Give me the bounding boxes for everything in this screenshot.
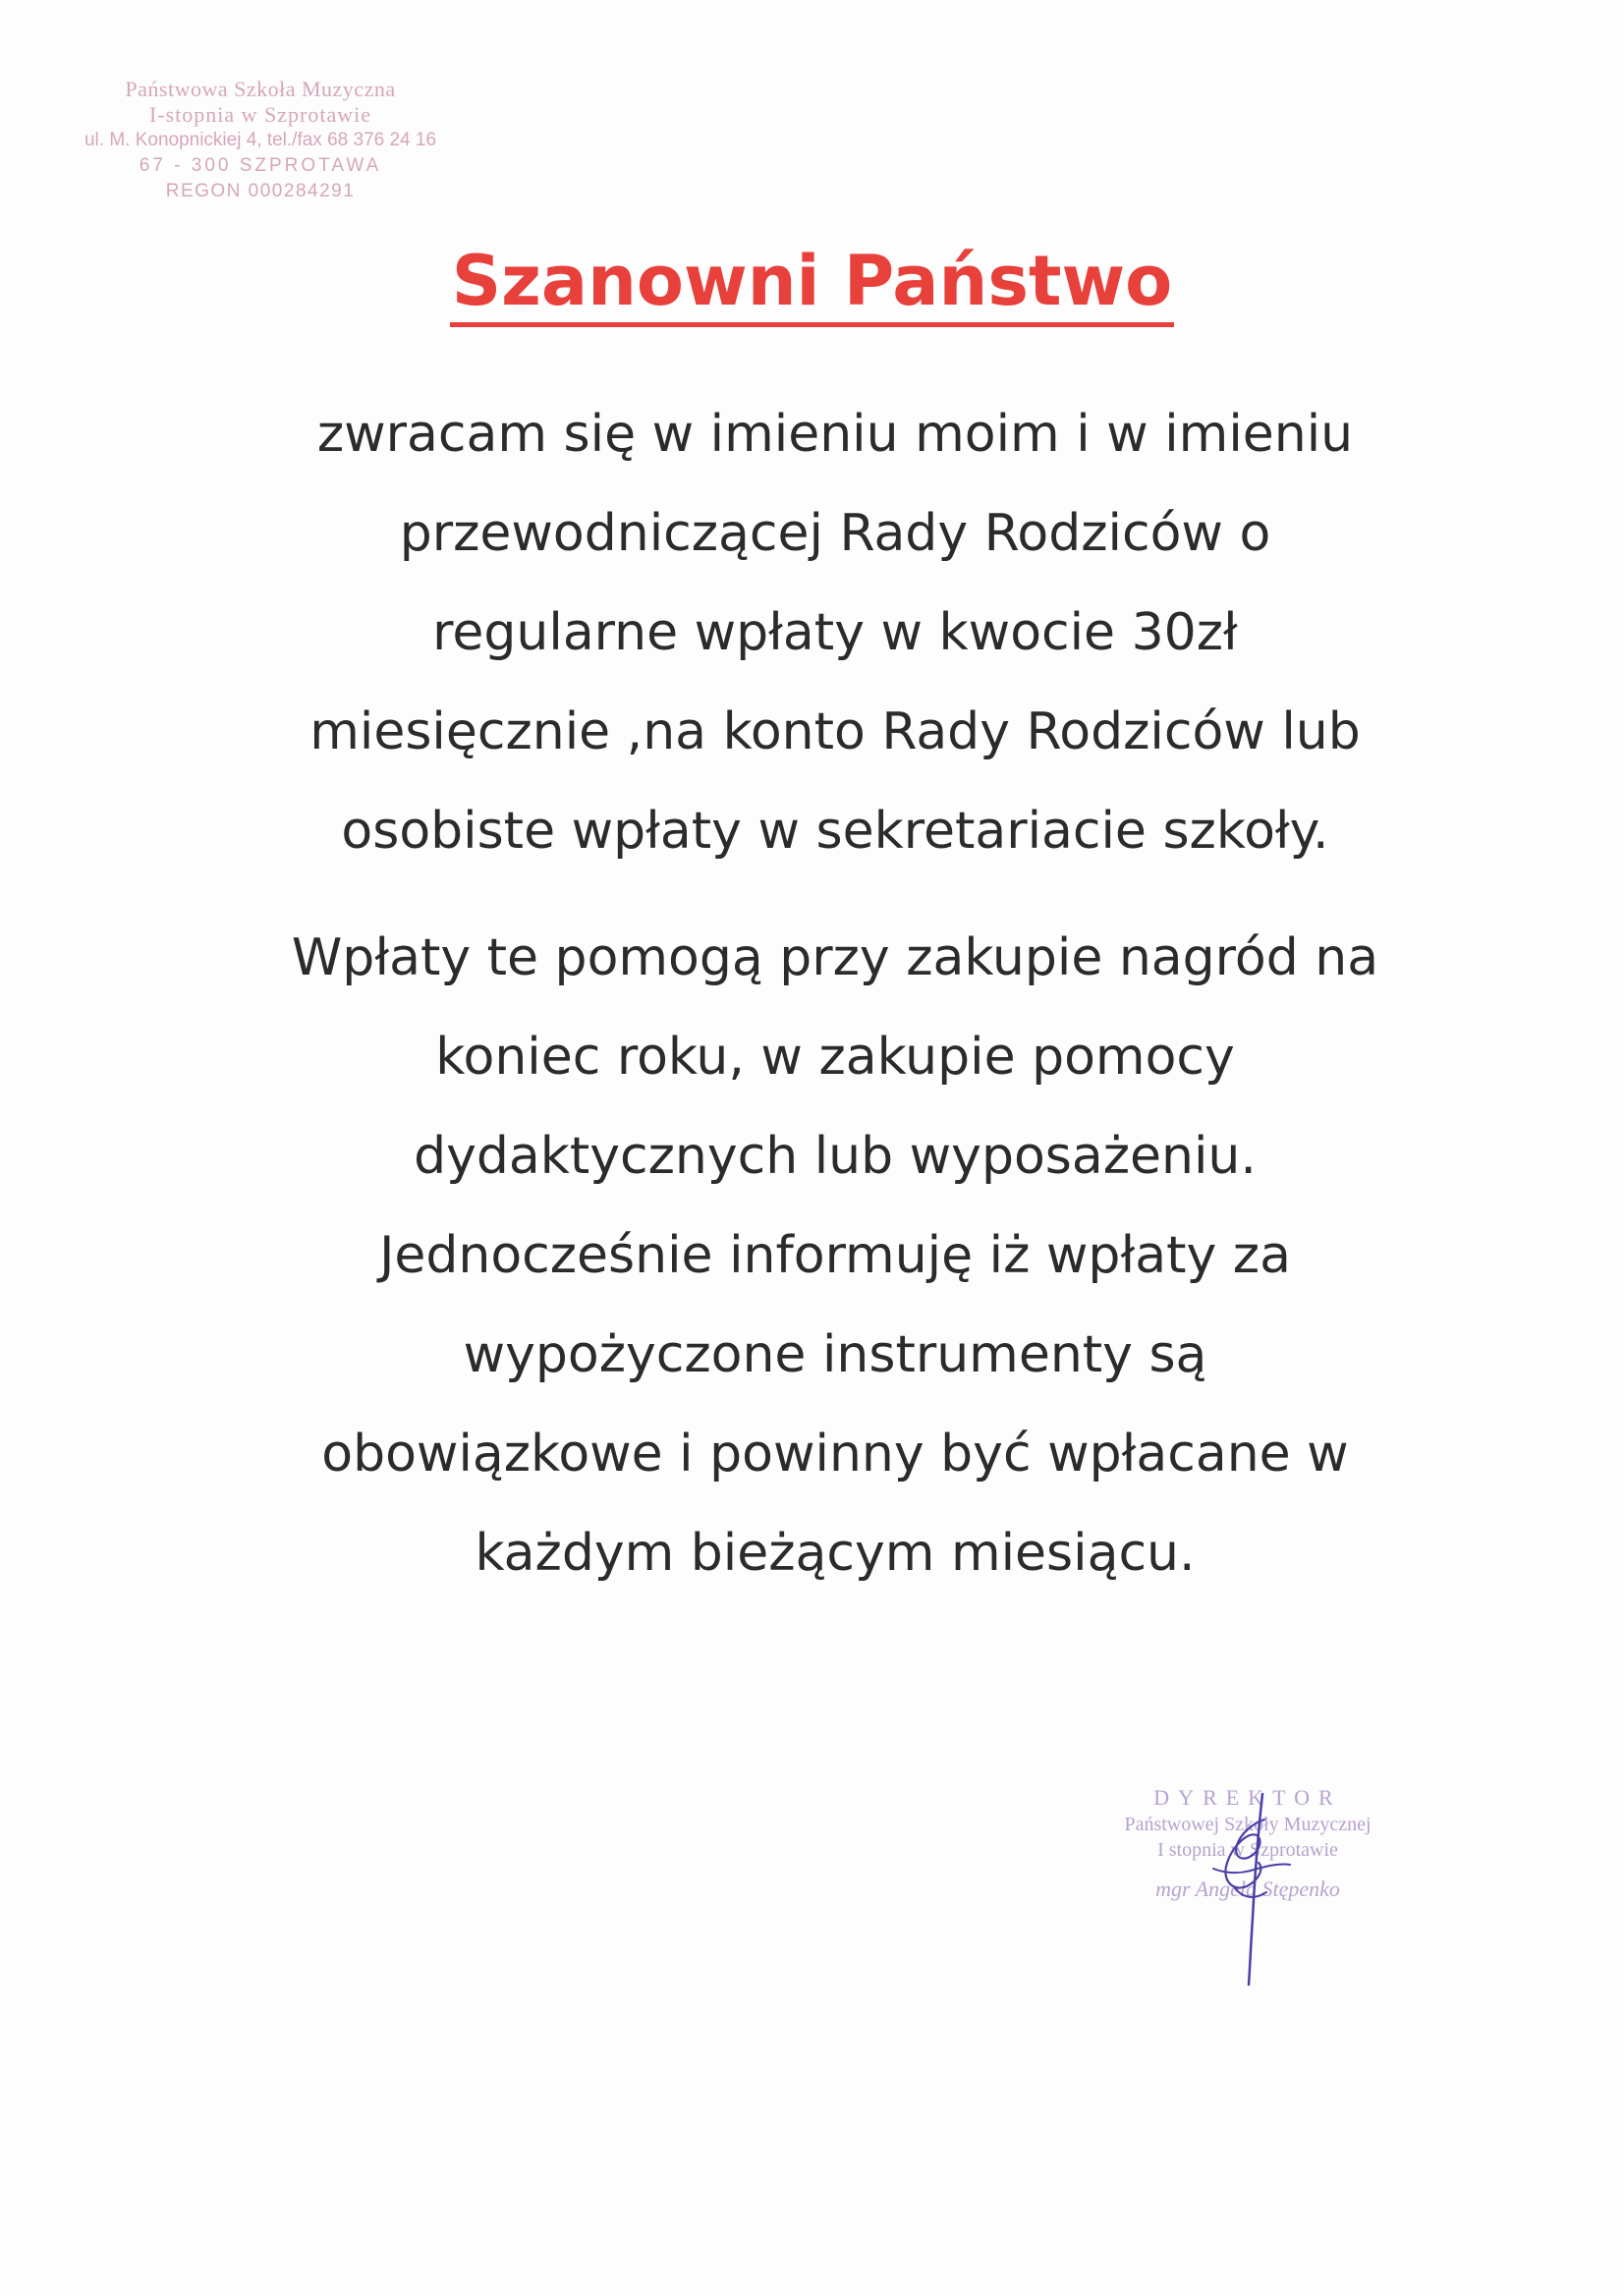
director-stamp-name: mgr Angela Stępenko [1155,1876,1340,1901]
text-line: koniec roku, w zakupie pomocy [435,1028,1235,1087]
stamp-line: 67 - 300 SZPROTAWA [139,155,382,176]
stamp-line: I-stopnia w Szprotawie [148,102,372,127]
text-line: regularne wpłaty w kwocie 30zł [432,603,1238,662]
director-stamp-line: I stopnia w Szprotawie [1157,1839,1338,1861]
text-line: każdym bieżącym miesiącu. [475,1524,1196,1583]
page-title: Szanowni Państwo [450,240,1175,327]
text-line: obowiązkowe i powinny być wpłacane w [321,1425,1349,1484]
stamp-line: ul. M. Konopnickiej 4, tel./fax 68 376 24 16 [84,130,437,150]
text-line: Wpłaty te pomogą przy zakupie nagród na [291,928,1379,987]
text-line: wypożyczone instrumenty są [463,1325,1207,1384]
text-line: dydaktycznych lub wyposażeniu. [414,1127,1257,1186]
director-stamp-line: Państwowej Szkoły Muzycznej [1124,1814,1372,1835]
director-stamp-title: DYREKTOR [1153,1785,1342,1810]
text-line: przewodniczącej Rady Rodziców o [399,504,1271,563]
stamp-line: REGON 000284291 [165,181,356,201]
text-line: miesięcznie ,na konto Rady Rodziców lub [309,702,1361,761]
handwritten-signature [1194,1790,1302,1987]
paragraph-2 [147,909,1523,1603]
school-stamp [54,77,467,204]
text-line: Jednocześnie informuję iż wpłaty za [379,1226,1291,1285]
page-title-wrapper [0,240,1624,327]
paragraph-1 [147,385,1523,881]
text-line: osobiste wpłaty w sekretariacie szkoły. [341,802,1329,861]
stamp-line: Państwowa Szkoła Muzyczna [125,77,396,101]
text-line: zwracam się w imieniu moim i w imieniu [316,405,1354,464]
